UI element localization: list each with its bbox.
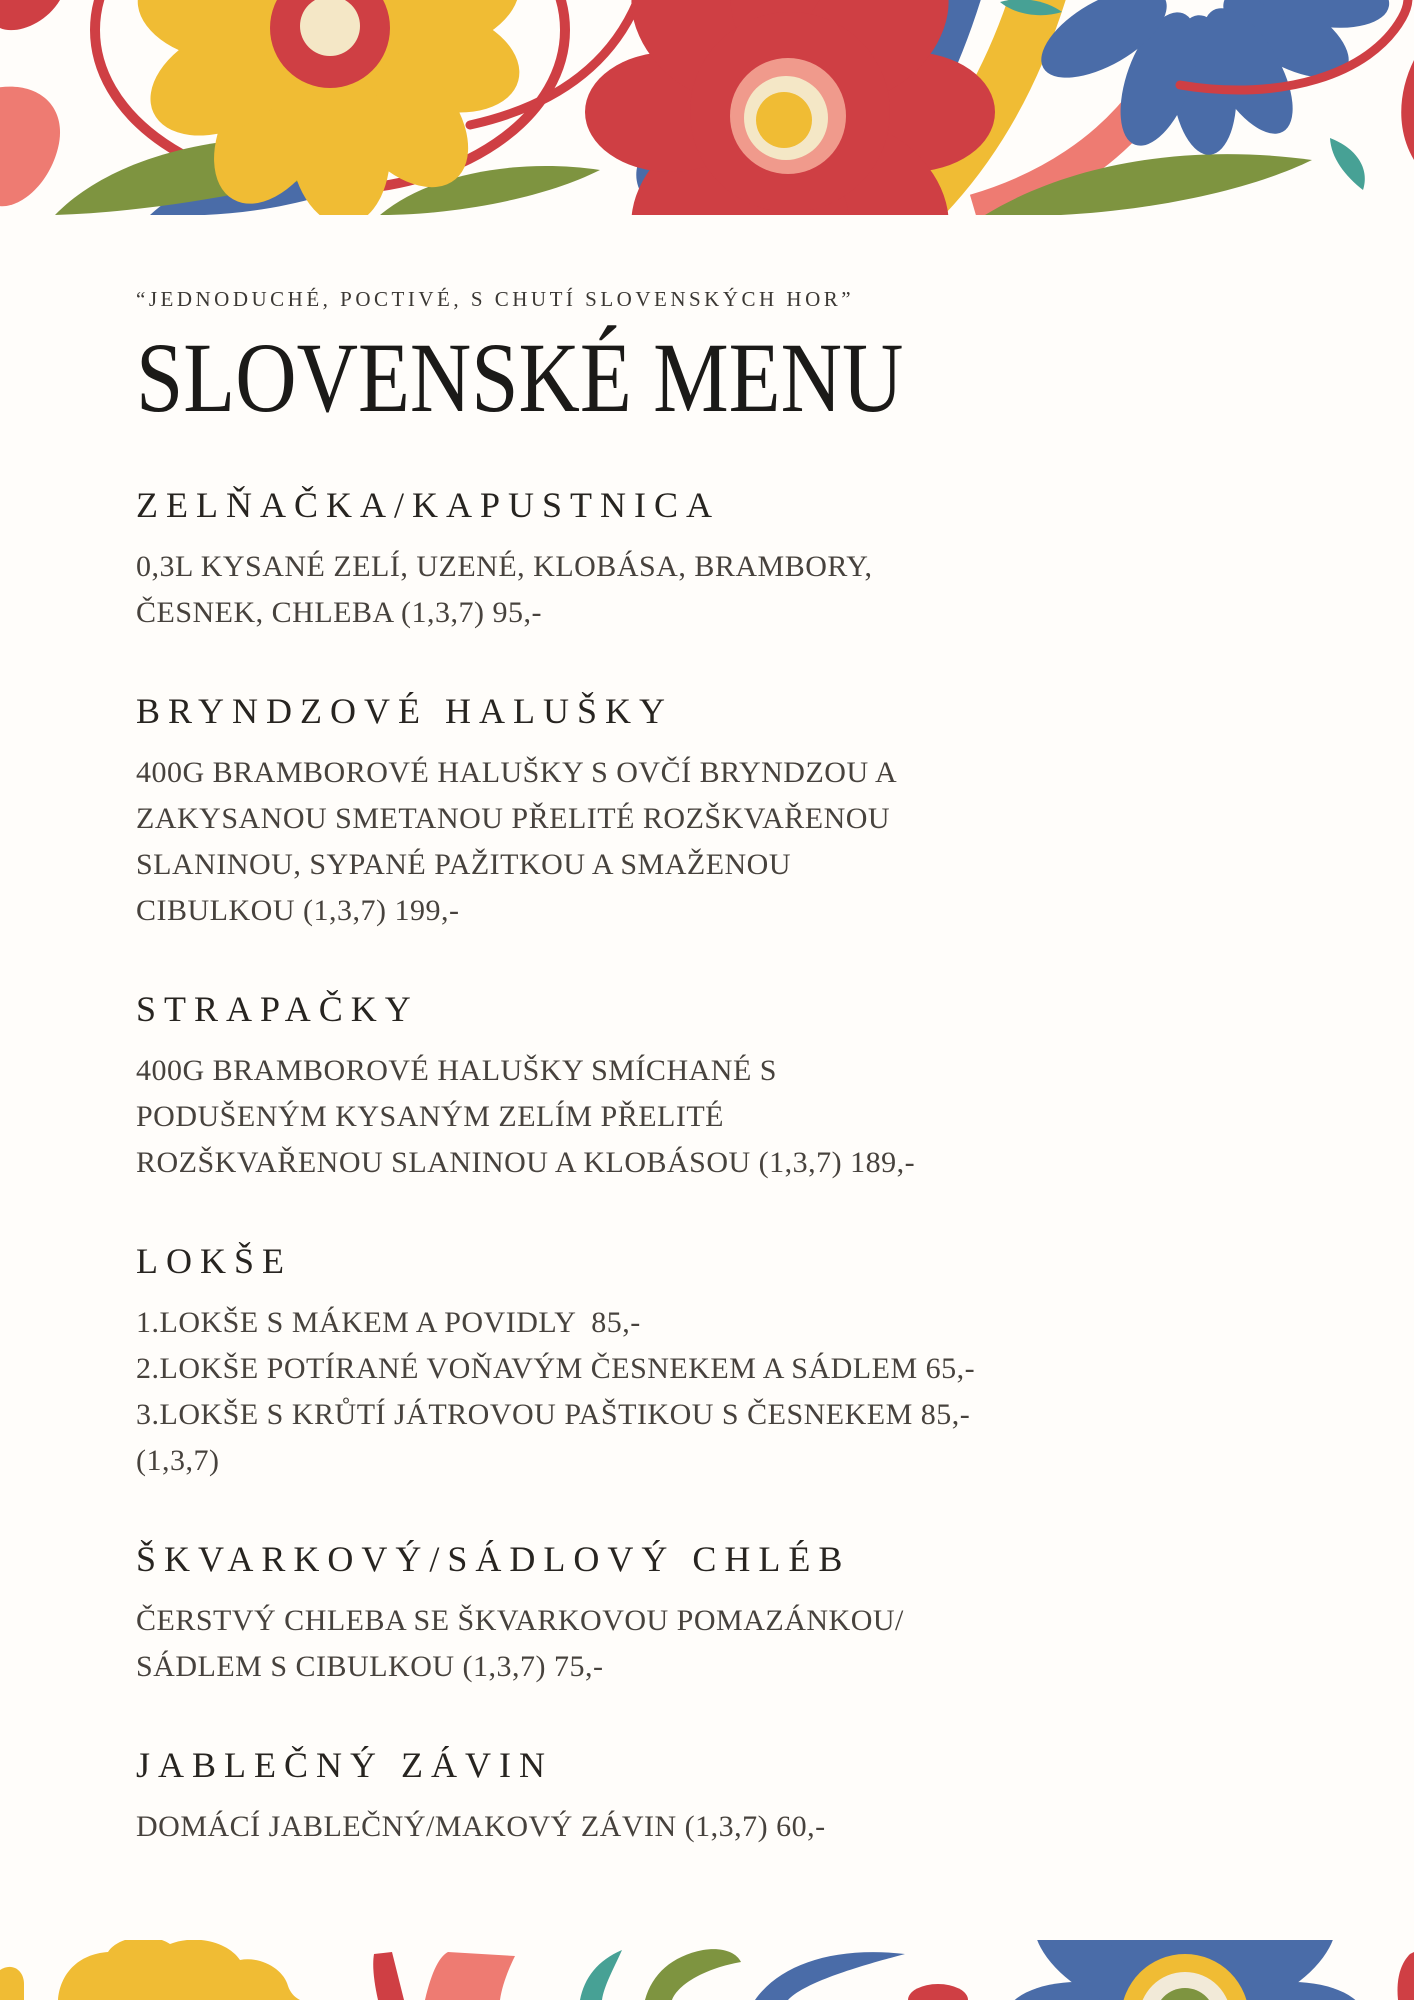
menu-section-lokse <box>136 1240 1304 1484</box>
menu-section-skvarkovy-chleb <box>136 1538 1304 1690</box>
dish-description <box>136 1598 1304 1690</box>
dish-description-line: CIBULKOU (1,3,7) 199,- <box>136 894 460 927</box>
dish-description-line: DOMÁCÍ JABLEČNÝ/MAKOVÝ ZÁVIN (1,3,7) 60,- <box>136 1810 826 1843</box>
red-edge-petal <box>1398 1952 1414 2000</box>
coral-petal <box>0 87 60 207</box>
dish-description-line: 400G BRAMBOROVÉ HALUŠKY SMÍCHANÉ S <box>136 1054 777 1087</box>
dish-name: ZELŇAČKA/KAPUSTNICA <box>136 485 720 525</box>
dish-name: LOKŠE <box>136 1241 292 1281</box>
dish-description-line: ČESNEK, CHLEBA (1,3,7) 95,- <box>136 596 542 629</box>
dish-description <box>136 1300 1304 1484</box>
dish-description-line: ČERSTVÝ CHLEBA SE ŠKVARKOVOU POMAZÁNKOU/ <box>136 1604 904 1637</box>
menu-section-strapacky <box>136 988 1304 1186</box>
page-title: SLOVENSKÉ MENU <box>136 322 904 433</box>
red-bud <box>908 1984 968 2000</box>
top-floral-border <box>0 0 1414 215</box>
dish-description-line: 3.LOKŠE S KRŮTÍ JÁTROVOU PAŠTIKOU S ČESNEKEM 85,- <box>136 1398 971 1431</box>
dish-description-line: 1.LOKŠE S MÁKEM A POVIDLY 85,- <box>136 1306 641 1339</box>
dish-name: ŠKVARKOVÝ/SÁDLOVÝ CHLÉB <box>136 1539 851 1579</box>
yellow-edge-petal <box>0 1967 24 2000</box>
dish-description <box>136 1048 1304 1186</box>
dish-description-line: 2.LOKŠE POTÍRANÉ VOŇAVÝM ČESNEKEM A SÁDLEM 65,- <box>136 1352 976 1385</box>
blue-petal-fan <box>1027 0 1394 158</box>
dish-description-line: SÁDLEM S CIBULKOU (1,3,7) 75,- <box>136 1650 604 1683</box>
green-leaf <box>645 1949 741 2000</box>
menu-content <box>0 215 1414 1850</box>
menu-section-jablecny-zavin <box>136 1744 1304 1850</box>
menu-section-zelnacka <box>136 484 1304 636</box>
coral-petal <box>425 1952 515 2000</box>
dish-description-line: PODUŠENÝM KYSANÝM ZELÍM PŘELITÉ <box>136 1100 725 1133</box>
dish-name: JABLEČNÝ ZÁVIN <box>136 1745 553 1785</box>
dish-description <box>136 1804 1304 1850</box>
menu-section-bryndzove-halusky <box>136 690 1304 934</box>
dish-description <box>136 544 1304 636</box>
dish-description <box>136 750 1304 934</box>
blue-arc <box>755 1952 905 2000</box>
dish-description-line: SLANINOU, SYPANÉ PAŽITKOU A SMAŽENOU <box>136 848 792 881</box>
blue-flower <box>1005 1940 1365 2000</box>
dish-name: STRAPAČKY <box>136 989 419 1029</box>
dish-description-line: ZAKYSANOU SMETANOU PŘELITÉ ROZŠKVAŘENOU <box>136 802 891 835</box>
bottom-floral-border <box>0 1940 1414 2000</box>
dish-description-line: 400G BRAMBOROVÉ HALUŠKY S OVČÍ BRYNDZOU A <box>136 756 898 789</box>
dish-description-line: 0,3L KYSANÉ ZELÍ, UZENÉ, KLOBÁSA, BRAMBORY, <box>136 550 873 583</box>
red-flower <box>585 0 995 215</box>
dish-description-line: ROZŠKVAŘENOU SLANINOU A KLOBÁSOU (1,3,7) 189,- <box>136 1146 916 1179</box>
right-red-sliver <box>1401 60 1414 160</box>
dish-description-line: (1,3,7) <box>136 1444 220 1477</box>
dish-name: BRYNDZOVÉ HALUŠKY <box>136 691 674 731</box>
teal-stem <box>580 1950 622 2000</box>
corner-red-petal <box>0 0 60 30</box>
red-stripe <box>373 1952 404 2000</box>
yellow-flower-top <box>58 1940 300 2000</box>
tagline: “JEDNODUCHÉ, POCTIVÉ, S CHUTÍ SLOVENSKÝCH HOR” <box>136 287 855 311</box>
